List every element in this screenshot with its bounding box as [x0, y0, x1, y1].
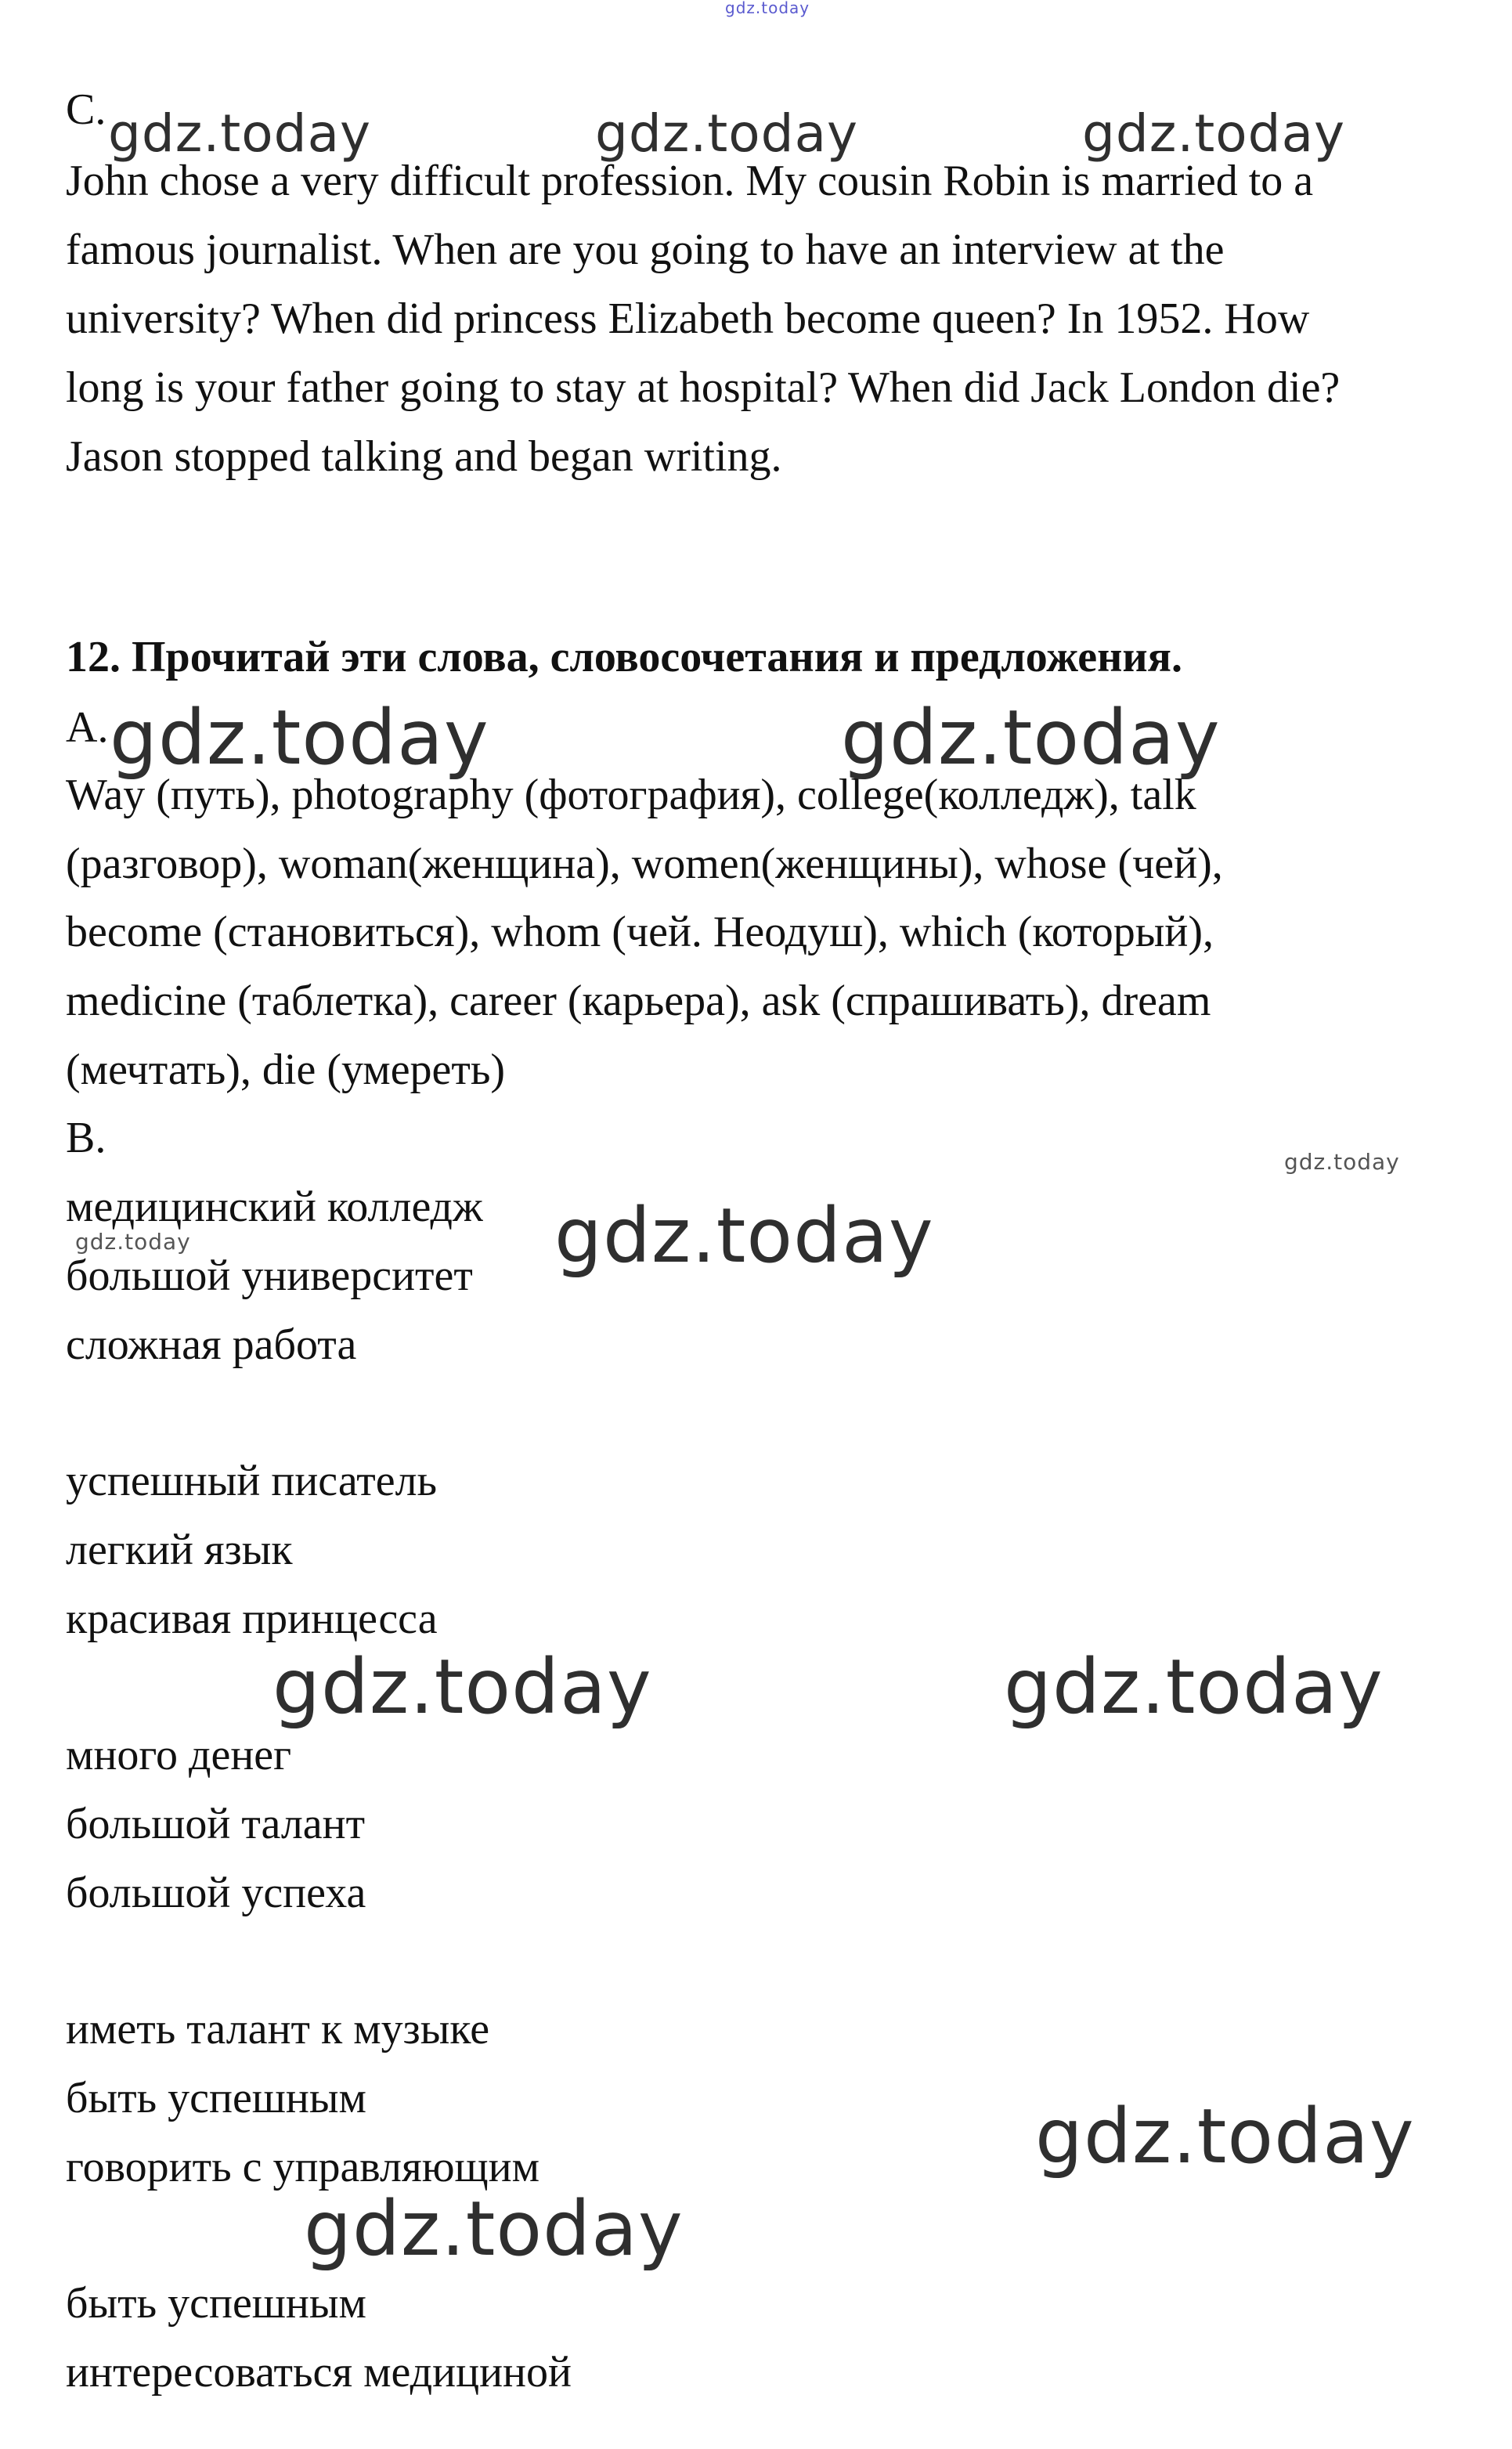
part-b-label: B. — [66, 1114, 106, 1162]
part-a-line: Way (путь), photography (фотография), college(колледж), talk — [66, 771, 1196, 819]
phrase-item: большой талант — [66, 1800, 366, 1848]
section-c-line: John chose a very difficult profession. My cousin Robin is married to a — [66, 157, 1314, 205]
section-c-line: Jason stopped talking and began writing. — [66, 432, 782, 481]
part-a-line: medicine (таблетка), career (карьера), ask (спрашивать), dream — [66, 977, 1211, 1025]
phrase-item: сложная работа — [66, 1320, 357, 1369]
watermark: gdz.today — [1082, 103, 1346, 164]
section-c-line: famous journalist. When are you going to have an interview at the — [66, 226, 1225, 274]
watermark: gdz.today — [108, 103, 372, 164]
part-a-line: (разговор), woman(женщина), women(женщины), whose (чей), — [66, 840, 1223, 888]
section-c-line: long is your father going to stay at hospital? When did Jack London die? — [66, 363, 1341, 412]
watermark: gdz.today — [1035, 2093, 1415, 2180]
watermark: gdz.today — [1004, 1643, 1384, 1731]
phrase-item: иметь талант к музыке — [66, 2005, 490, 2053]
watermark: gdz.today — [725, 0, 810, 17]
phrase-item: быть успешным — [66, 2074, 366, 2122]
phrase-item: медицинский колледж — [66, 1183, 483, 1231]
watermark: gdz.today — [841, 694, 1221, 782]
watermark: gdz.today — [272, 1643, 652, 1731]
part-a-line: (мечтать), die (умереть) — [66, 1046, 506, 1094]
watermark: gdz.today — [110, 694, 489, 782]
phrase-item: много денег — [66, 1731, 292, 1779]
phrase-item: большой университет — [66, 1252, 473, 1300]
phrase-item: интересоваться медициной — [66, 2348, 572, 2397]
watermark: gdz.today — [304, 2185, 684, 2273]
section-c-line: university? When did princess Elizabeth become queen? In 1952. How — [66, 294, 1310, 343]
part-a-line: become (становиться), whom (чей. Неодуш), which (который), — [66, 908, 1214, 956]
phrase-item: легкий язык — [66, 1526, 293, 1574]
watermark: gdz.today — [1284, 1149, 1400, 1175]
phrase-item: красивая принцесса — [66, 1595, 438, 1643]
watermark: gdz.today — [554, 1192, 934, 1280]
watermark: gdz.today — [595, 103, 859, 164]
watermark: gdz.today — [75, 1229, 191, 1255]
section-c-label: C. — [66, 85, 106, 134]
phrase-item: большой успеха — [66, 1869, 366, 1917]
phrase-item: говорить с управляющим — [66, 2143, 540, 2191]
phrase-item: быть успешным — [66, 2279, 366, 2328]
phrase-item: успешный писатель — [66, 1457, 438, 1505]
exercise-12-title: 12. Прочитай эти слова, словосочетания и предложения. — [66, 633, 1182, 681]
part-a-label: A. — [66, 703, 109, 752]
